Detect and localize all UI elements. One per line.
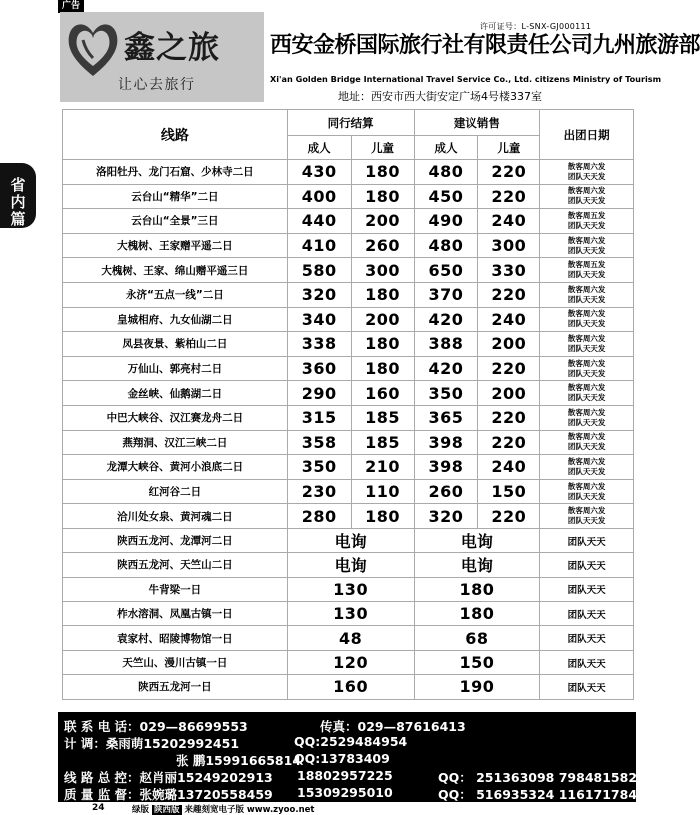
side-tab-label: 省内篇	[10, 176, 26, 228]
sale-adult-price: 398	[414, 430, 478, 455]
peer-price: 160	[287, 675, 414, 699]
header-sale-child: 儿童	[478, 136, 540, 160]
departure-schedule	[540, 233, 634, 258]
table-row	[63, 209, 634, 234]
sale-adult-price: 420	[414, 307, 478, 332]
route-name: 金丝峡、仙鹅湖二日	[63, 381, 288, 406]
departure-individual: 散客周六发	[567, 506, 606, 516]
departure-schedule: 团队天天	[540, 626, 634, 650]
table-row	[63, 381, 634, 406]
footer-qq-1: QQ:2529484954	[294, 734, 408, 749]
peer-adult-price: 360	[287, 356, 351, 381]
sale-adult-price: 480	[414, 233, 478, 258]
departure-group: 团队天天发	[567, 516, 606, 526]
route-name: 燕翔洞、汉江三峡二日	[63, 430, 288, 455]
peer-adult-price: 410	[287, 233, 351, 258]
sale-child-price: 200	[478, 332, 540, 357]
route-name: 洛阳牡丹、龙门石窟、少林寺二日	[63, 160, 288, 185]
sale-child-price: 200	[478, 381, 540, 406]
departure-group: 团队天天发	[567, 245, 606, 255]
departure-individual: 散客周六发	[567, 358, 606, 368]
sale-adult-price: 450	[414, 184, 478, 209]
table-row	[63, 282, 634, 307]
departure-individual: 散客周六发	[567, 186, 606, 196]
route-name: 云台山“全景”三日	[63, 209, 288, 234]
route-name: 中巴大峡谷、汉江赛龙舟二日	[63, 405, 288, 430]
departure-schedule	[540, 282, 634, 307]
departure-schedule	[540, 504, 634, 529]
table-row	[63, 332, 634, 357]
table-row	[63, 430, 634, 455]
departure-group: 团队天天发	[567, 270, 606, 280]
sale-adult-price: 420	[414, 356, 478, 381]
departure-group: 团队天天发	[567, 466, 606, 476]
peer-adult-price: 440	[287, 209, 351, 234]
sale-adult-price: 388	[414, 332, 478, 357]
logo-slogan: 让心去旅行	[118, 77, 196, 93]
peer-child-price: 185	[351, 430, 414, 455]
departure-schedule: 团队天天	[540, 675, 634, 699]
peer-price: 48	[287, 626, 414, 650]
peer-adult-price: 230	[287, 479, 351, 504]
route-name: 大槐树、王家赠平遥二日	[63, 233, 288, 258]
route-name: 云台山“精华”二日	[63, 184, 288, 209]
departure-schedule: 团队天天	[540, 602, 634, 626]
peer-child-price: 110	[351, 479, 414, 504]
route-name: 大槐树、王家、绵山赠平遥三日	[63, 258, 288, 283]
sale-price: 电询	[414, 553, 540, 577]
peer-child-price: 180	[351, 282, 414, 307]
peer-adult-price: 315	[287, 405, 351, 430]
route-name: 袁家村、昭陵博物馆一日	[63, 626, 288, 650]
departure-individual: 散客周六发	[567, 481, 606, 491]
departure-schedule	[540, 356, 634, 381]
departure-schedule	[540, 258, 634, 283]
sale-child-price: 330	[478, 258, 540, 283]
departure-individual: 散客周六发	[567, 407, 606, 417]
peer-adult-price: 580	[287, 258, 351, 283]
route-name: 天竺山、漫川古镇一日	[63, 650, 288, 674]
departure-group: 团队天天发	[567, 220, 606, 230]
departure-group: 团队天天发	[567, 319, 606, 329]
table-row	[63, 479, 634, 504]
sale-child-price: 220	[478, 184, 540, 209]
peer-child-price: 200	[351, 209, 414, 234]
route-name: 红河谷二日	[63, 479, 288, 504]
sale-child-price: 220	[478, 160, 540, 185]
license-number: 许可证号：L-SNX-GJ000111	[480, 22, 592, 31]
table-row	[63, 528, 634, 552]
departure-group: 团队天天发	[567, 171, 606, 181]
header-route: 线路	[63, 110, 288, 160]
peer-adult-price: 290	[287, 381, 351, 406]
peer-child-price: 180	[351, 356, 414, 381]
departure-schedule: 团队天天	[540, 528, 634, 552]
table-row	[63, 650, 634, 674]
departure-schedule	[540, 381, 634, 406]
price-table	[62, 109, 634, 700]
departure-individual: 散客周六发	[567, 432, 606, 442]
ad-tag: 广告	[58, 0, 84, 13]
peer-price: 130	[287, 602, 414, 626]
peer-child-price: 180	[351, 332, 414, 357]
header-peer-settlement: 同行结算	[287, 110, 414, 136]
header-suggested-sale: 建议销售	[414, 110, 540, 136]
sale-adult-price: 480	[414, 160, 478, 185]
sale-child-price: 220	[478, 282, 540, 307]
departure-group: 团队天天发	[567, 294, 606, 304]
peer-child-price: 260	[351, 233, 414, 258]
footer-route-control-phone2: 18802957225	[297, 768, 393, 783]
table-row	[63, 504, 634, 529]
table-row	[63, 455, 634, 480]
peer-adult-price: 280	[287, 504, 351, 529]
departure-group: 团队天天发	[567, 343, 606, 353]
table-row	[63, 307, 634, 332]
sale-price: 180	[414, 577, 540, 601]
sale-adult-price: 490	[414, 209, 478, 234]
header-sale-adult: 成人	[414, 136, 478, 160]
departure-schedule: 团队天天	[540, 577, 634, 601]
departure-schedule	[540, 332, 634, 357]
departure-group: 团队天天发	[567, 393, 606, 403]
peer-child-price: 300	[351, 258, 414, 283]
bottom-brand	[132, 803, 314, 815]
route-name: 凤县夜景、紫柏山二日	[63, 332, 288, 357]
heart-logo-icon	[65, 18, 121, 80]
footer-planner-1: 计 调：桑雨萌15202992451	[64, 736, 240, 751]
peer-child-price: 180	[351, 184, 414, 209]
section-label: 绿版	[132, 805, 150, 815]
table-row	[63, 258, 634, 283]
sale-child-price: 220	[478, 430, 540, 455]
departure-schedule: 团队天天	[540, 553, 634, 577]
sale-adult-price: 370	[414, 282, 478, 307]
departure-schedule	[540, 405, 634, 430]
peer-child-price: 180	[351, 160, 414, 185]
peer-adult-price: 400	[287, 184, 351, 209]
footer-qq-2: QQ:13783409	[294, 751, 390, 766]
sale-child-price: 220	[478, 504, 540, 529]
peer-child-price: 160	[351, 381, 414, 406]
company-name-cn: 西安金桥国际旅行社有限责任公司九州旅游部	[270, 33, 700, 58]
departure-schedule	[540, 209, 634, 234]
footer-quality-phone2: 15309295010	[297, 785, 393, 800]
route-name: 陕西五龙河一日	[63, 675, 288, 699]
section-side-tab	[0, 163, 36, 228]
departure-schedule	[540, 307, 634, 332]
sale-adult-price: 320	[414, 504, 478, 529]
sale-child-price: 240	[478, 307, 540, 332]
route-name: 万仙山、郭亮村二日	[63, 356, 288, 381]
departure-group: 团队天天发	[567, 417, 606, 427]
route-name: 陕西五龙河、龙潭河二日	[63, 528, 288, 552]
footer-fax: 传真：029—87616413	[320, 719, 466, 734]
table-row	[63, 160, 634, 185]
departure-schedule	[540, 430, 634, 455]
header-peer-child: 儿童	[351, 136, 414, 160]
footer-quality: 质 量 监 督：张婉璐13720558459	[64, 787, 273, 802]
sale-child-price: 220	[478, 356, 540, 381]
company-address: 地址：西安市西大街安定广场4号楼337室	[338, 90, 542, 103]
table-row	[63, 233, 634, 258]
peer-price: 电询	[287, 553, 414, 577]
sale-adult-price: 350	[414, 381, 478, 406]
footer-tel: 联 系 电 话：029—86699553	[64, 719, 248, 734]
sale-child-price: 150	[478, 479, 540, 504]
departure-individual: 散客周六发	[567, 309, 606, 319]
sale-price: 68	[414, 626, 540, 650]
route-name: 皇城相府、九女仙湖二日	[63, 307, 288, 332]
table-row	[63, 184, 634, 209]
departure-group: 团队天天发	[567, 196, 606, 206]
departure-individual: 散客周五发	[567, 260, 606, 270]
table-row	[63, 602, 634, 626]
peer-adult-price: 340	[287, 307, 351, 332]
route-name: 陕西五龙河、天竺山二日	[63, 553, 288, 577]
peer-child-price: 185	[351, 405, 414, 430]
page-number: 24	[92, 803, 105, 813]
departure-individual: 散客周六发	[567, 235, 606, 245]
sale-price: 180	[414, 602, 540, 626]
header-departure-date: 出团日期	[540, 110, 634, 160]
peer-child-price: 180	[351, 504, 414, 529]
peer-adult-price: 350	[287, 455, 351, 480]
sale-child-price: 240	[478, 209, 540, 234]
table-row	[63, 553, 634, 577]
departure-group: 团队天天发	[567, 368, 606, 378]
sale-adult-price: 398	[414, 455, 478, 480]
header-peer-adult: 成人	[287, 136, 351, 160]
departure-group: 团队天天发	[567, 442, 606, 452]
sale-adult-price: 650	[414, 258, 478, 283]
route-name: 牛背梁一日	[63, 577, 288, 601]
route-name: 洽川处女泉、黄河魂二日	[63, 504, 288, 529]
departure-schedule	[540, 184, 634, 209]
table-row	[63, 577, 634, 601]
table-row	[63, 405, 634, 430]
peer-price: 130	[287, 577, 414, 601]
peer-adult-price: 338	[287, 332, 351, 357]
departure-schedule	[540, 160, 634, 185]
peer-adult-price: 358	[287, 430, 351, 455]
peer-adult-price: 320	[287, 282, 351, 307]
departure-individual: 散客周五发	[567, 210, 606, 220]
departure-individual: 散客周六发	[567, 161, 606, 171]
table-row	[63, 675, 634, 699]
departure-individual: 散客周六发	[567, 383, 606, 393]
sale-price: 电询	[414, 528, 540, 552]
peer-child-price: 210	[351, 455, 414, 480]
peer-price: 电询	[287, 528, 414, 552]
edition-badge: 陕西版	[153, 805, 180, 815]
route-name: 柞水溶洞、凤凰古镇一日	[63, 602, 288, 626]
peer-price: 120	[287, 650, 414, 674]
departure-schedule	[540, 455, 634, 480]
table-row	[63, 356, 634, 381]
sale-child-price: 300	[478, 233, 540, 258]
sale-price: 150	[414, 650, 540, 674]
logo	[60, 12, 264, 102]
website-label: 来趣刻宽电子版 www.zyoo.net	[184, 805, 315, 815]
route-name: 永济“五点一线”二日	[63, 282, 288, 307]
peer-adult-price: 430	[287, 160, 351, 185]
footer-route-control: 线 路 总 控：赵肖丽15249202913	[64, 770, 273, 785]
sale-adult-price: 260	[414, 479, 478, 504]
departure-schedule	[540, 479, 634, 504]
departure-individual: 散客周六发	[567, 456, 606, 466]
logo-name: 鑫之旅	[124, 30, 220, 66]
departure-group: 团队天天发	[567, 491, 606, 501]
footer-planner-2: 张 鹏15991665814	[176, 753, 302, 768]
sale-price: 190	[414, 675, 540, 699]
table-row	[63, 626, 634, 650]
departure-individual: 散客周六发	[567, 333, 606, 343]
company-name-en: Xi'an Golden Bridge International Travel Service Co., Ltd. citizens Ministry of Tourism	[270, 74, 662, 84]
departure-schedule: 团队天天	[540, 650, 634, 674]
route-name: 龙潭大峡谷、黄河小浪底二日	[63, 455, 288, 480]
footer-route-control-qq: QQ： 251363098 798481582	[438, 770, 638, 785]
sale-child-price: 220	[478, 405, 540, 430]
contact-footer	[58, 712, 646, 802]
footer-quality-qq: QQ： 516935324 1161717844	[438, 787, 646, 802]
sale-adult-price: 365	[414, 405, 478, 430]
sale-child-price: 240	[478, 455, 540, 480]
peer-child-price: 200	[351, 307, 414, 332]
departure-individual: 散客周六发	[567, 284, 606, 294]
